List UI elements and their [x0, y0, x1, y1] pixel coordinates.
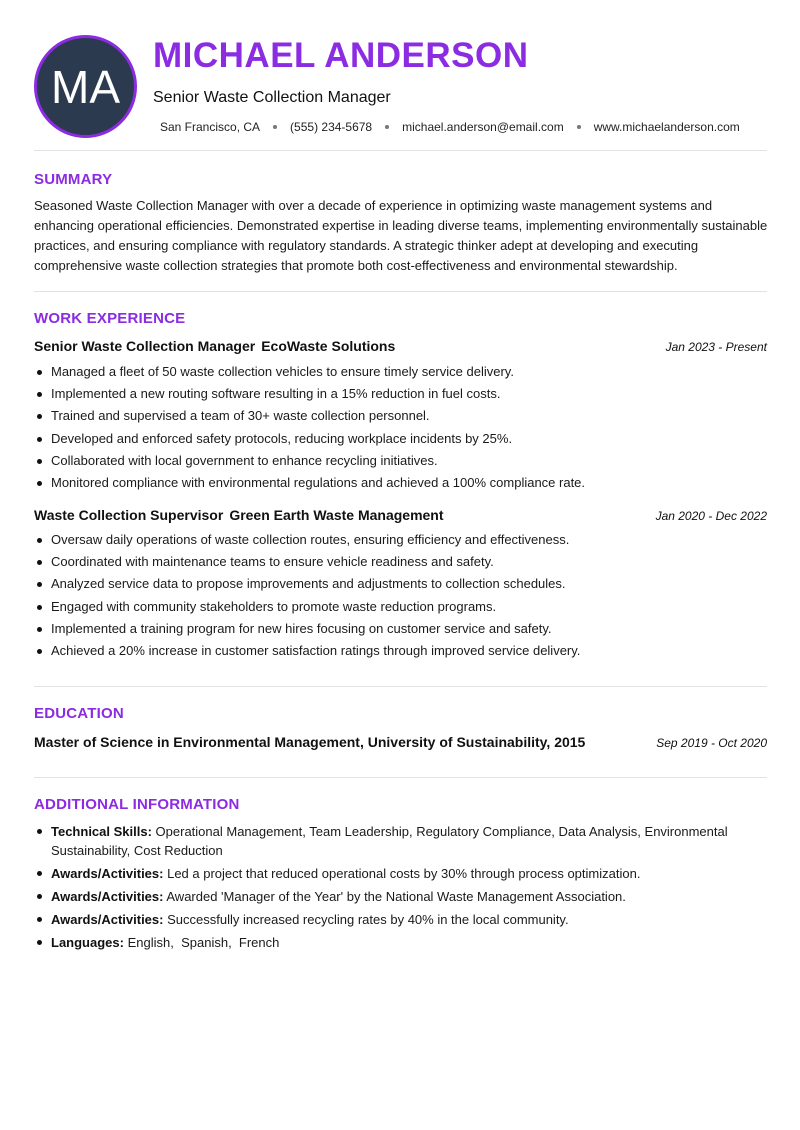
list-item: Oversaw daily operations of waste collection routes, ensuring efficiency and effectiveness.	[34, 529, 767, 551]
list-item: Managed a fleet of 50 waste collection vehicles to ensure timely service delivery.	[34, 361, 767, 383]
contact-phone: (555) 234-5678	[290, 120, 373, 134]
contact-location: San Francisco, CA	[160, 120, 261, 134]
job-dates: Jan 2023 - Present	[665, 340, 767, 354]
divider	[34, 686, 767, 687]
list-item	[34, 887, 767, 906]
avatar	[34, 35, 137, 138]
contact-email[interactable]: michael.anderson@email.com	[402, 120, 564, 134]
job-bullets	[34, 361, 767, 494]
list-item	[34, 822, 767, 860]
info-label: Awards/Activities:	[51, 866, 164, 881]
list-item: Collaborated with local government to enhance recycling initiatives.	[34, 450, 767, 472]
separator-dot	[273, 125, 277, 129]
language: , Spanish	[170, 935, 228, 950]
list-item: Analyzed service data to propose improvements and adjustments to collection schedules.	[34, 573, 767, 595]
job-title	[34, 507, 444, 523]
additional-list	[34, 822, 767, 956]
job-header	[34, 338, 767, 354]
list-item	[34, 933, 767, 952]
job-title	[34, 338, 395, 354]
list-item: Engaged with community stakeholders to promote waste reduction programs.	[34, 596, 767, 618]
separator-dot	[385, 125, 389, 129]
divider	[34, 777, 767, 778]
education-heading: EDUCATION	[34, 705, 124, 722]
info-label: Awards/Activities:	[51, 912, 164, 927]
divider	[34, 291, 767, 292]
list-item: Monitored compliance with environmental regulations and achieved a 100% compliance rate.	[34, 472, 767, 494]
list-item	[34, 910, 767, 929]
candidate-role: Senior Waste Collection Manager	[153, 89, 391, 106]
job-position: Senior Waste Collection Manager	[34, 338, 256, 354]
education-dates: Sep 2019 - Oct 2020	[656, 736, 767, 750]
job-bullets	[34, 529, 767, 662]
info-text: Awarded 'Manager of the Year' by the National Waste Management Association.	[166, 889, 626, 904]
job-dates: Jan 2020 - Dec 2022	[655, 509, 767, 523]
list-item: Implemented a new routing software resulting in a 15% reduction in fuel costs.	[34, 383, 767, 405]
avatar-initials: MA	[51, 60, 120, 113]
candidate-name: MICHAEL ANDERSON	[153, 36, 529, 75]
info-label: Technical Skills:	[51, 824, 152, 839]
list-item	[34, 864, 767, 883]
list-item: Coordinated with maintenance teams to ensure vehicle readiness and safety.	[34, 551, 767, 573]
summary-text: Seasoned Waste Collection Manager with over a decade of experience in optimizing waste management systems and enhancing operational efficiencies. Demonstrated expertise in leading diverse teams, implementing environmentally sustainable practices, and ensuring compliance with regulatory standards. A strategic thinker adept at developing and executing comprehensive waste collection strategies that promote both cost-effectiveness and environmental stewardship.	[34, 198, 768, 273]
language: English	[127, 935, 171, 950]
info-label: Awards/Activities:	[51, 889, 164, 904]
education-entry	[34, 734, 767, 750]
additional-heading: ADDITIONAL INFORMATION	[34, 796, 240, 813]
list-item: Trained and supervised a team of 30+ waste collection personnel.	[34, 405, 767, 427]
list-item: Developed and enforced safety protocols, reducing workplace incidents by 25%.	[34, 428, 767, 450]
info-text: Operational Management, Team Leadership, Regulatory Compliance, Data Analysis, Environmental Sustainability, Cost Reduction	[51, 824, 728, 858]
language: , French	[228, 935, 279, 950]
list-item: Achieved a 20% increase in customer satisfaction ratings through improved service delivery.	[34, 640, 767, 662]
contact-website[interactable]: www.michaelanderson.com	[593, 120, 740, 134]
info-text: Successfully increased recycling rates by 40% in the local community.	[167, 912, 569, 927]
education-degree: Master of Science in Environmental Management, University of Sustainability, 2015	[34, 734, 586, 750]
divider	[34, 150, 767, 151]
summary-heading: SUMMARY	[34, 171, 113, 188]
list-item: Implemented a training program for new hires focusing on customer service and safety.	[34, 618, 767, 640]
job-header	[34, 507, 767, 523]
contact-bar	[160, 120, 740, 134]
job-company: Green Earth Waste Management	[229, 507, 444, 523]
job-company: EcoWaste Solutions	[261, 338, 396, 354]
job-position: Waste Collection Supervisor	[34, 507, 224, 523]
experience-heading: WORK EXPERIENCE	[34, 310, 186, 327]
separator-dot	[577, 125, 581, 129]
info-text: Led a project that reduced operational costs by 30% through process optimization.	[167, 866, 641, 881]
languages-label: Languages:	[51, 935, 124, 950]
